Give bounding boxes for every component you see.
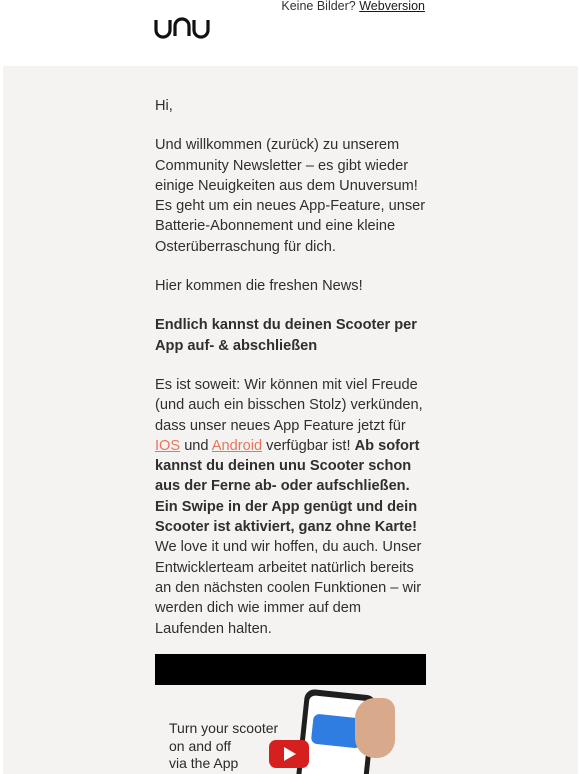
no-images-text: Keine Bilder? (281, 0, 360, 13)
greeting: Hi, (155, 98, 173, 114)
video-top-bar (155, 654, 426, 685)
youtube-play-icon[interactable] (269, 740, 309, 768)
feature-bold-text: Ab sofort kannst du deinen unu Scooter schon aus der Ferne ab- oder aufschließen. Ein Swipe in der App genügt und dein Scooter ist aktiviert, ganz ohne Karte! (155, 437, 420, 536)
webversion-notice (281, 0, 425, 13)
feature-text-and: und (180, 437, 212, 454)
ios-link[interactable]: IOS (155, 437, 181, 454)
hand-image (355, 698, 395, 758)
feature-text-1: Es ist soweit: Wir können mit viel Freude (und auch ein bisschen Stolz) verkünden, dass unser neues App Feature jetzt für (155, 376, 423, 434)
play-triangle-icon (284, 747, 296, 761)
intro-paragraph: Und willkommen (zurück) zu unserem Community Newsletter – es gibt wieder einige Neuigkeiten aus dem Unuversum! Es geht um ein neues App-Feature, unser Batterie-Abonnement und eine kleine Osterüberraschung für dich. (155, 137, 426, 255)
video-caption-line3: via the App (169, 755, 239, 771)
android-link[interactable]: Android (211, 437, 263, 454)
section-headline: Endlich kannst du deinen Scooter per App auf- & abschließen (155, 317, 417, 354)
unu-logo[interactable] (154, 16, 210, 40)
unu-logo-icon (154, 16, 210, 40)
email-header (0, 0, 580, 66)
webversion-link[interactable]: Webversion (359, 0, 425, 13)
video-caption-line1: Turn your scooter (169, 720, 279, 736)
newsletter-article (155, 96, 430, 639)
feature-paragraph (155, 375, 430, 639)
feature-text-2: verfügbar ist! (262, 437, 355, 454)
news-line: Hier kommen die freshen News! (155, 278, 363, 295)
feature-text-3: We love it und wir hoffen, du auch. Unser Entwicklerteam arbeitet natürlich bereits an den nächsten coolen Funktionen – wir werden dich wie immer auf dem Laufenden halten. (155, 539, 422, 637)
video-caption-line2: on and off (169, 737, 232, 754)
app-video-thumbnail[interactable] (155, 654, 426, 774)
